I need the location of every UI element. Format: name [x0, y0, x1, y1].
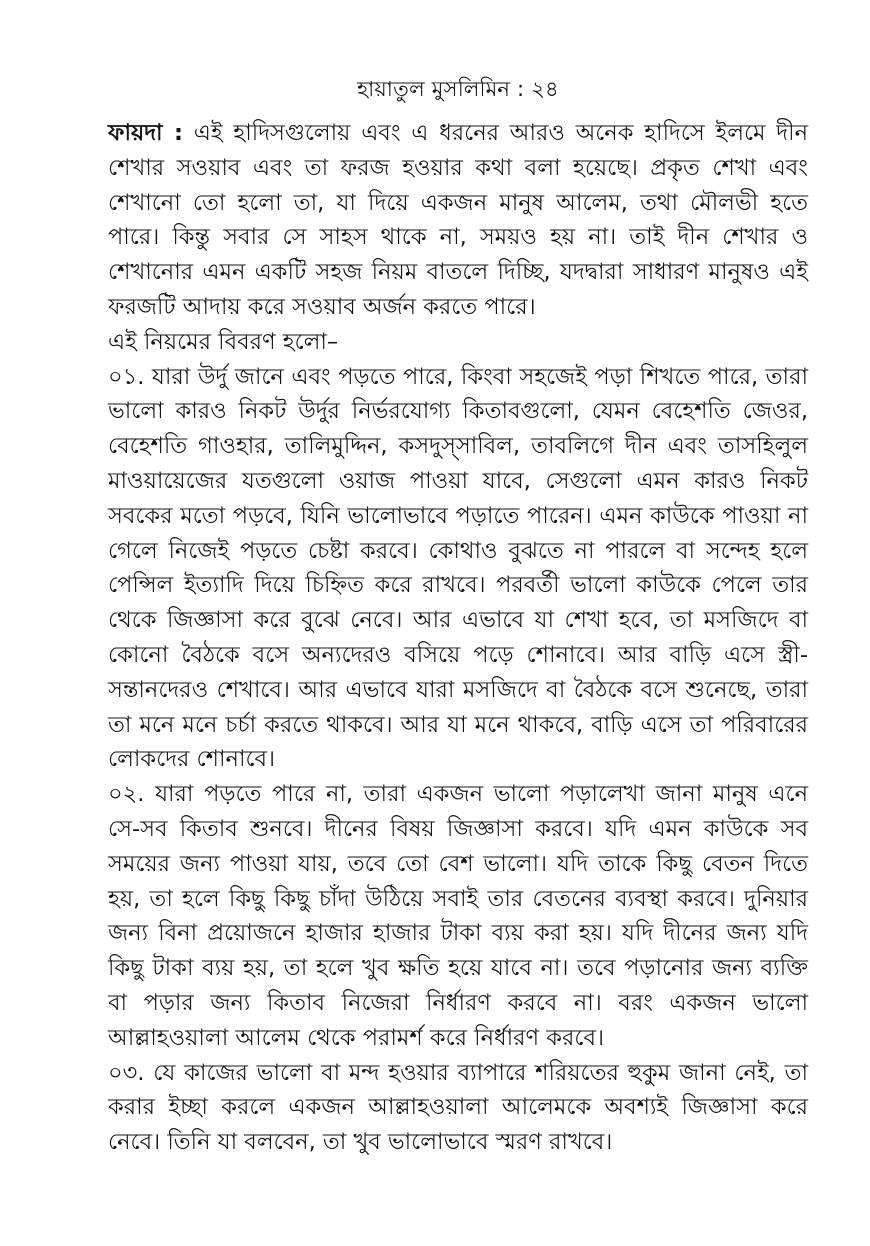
rule-item-2: ০২. যারা পড়তে পারে না, তারা একজন ভালো পড়ালেখা জানা মানুষ এনে সে-সব কিতাব শুনবে। দীনের বিষয় জিজ্ঞাসা করবে। যদি এমন কাউকে সব সময়ের জন্য পাওয়া যায়, তবে তো বেশ ভালো। যদি তাকে কিছু বেতন দিতে হয়, তা হলে কিছু কিছু চাঁদা উঠিয়ে সবাই তার বেতনের ব্যবস্থা করবে। দুনিয়ার জন্য বিনা প্রয়োজনে হাজার হাজার টাকা ব্যয় করা হয়। যদি দীনের জন্য যদি কিছু টাকা ব্যয় হয়, তা হলে খুব ক্ষতি হয়ে যাবে না। তবে পড়ানোর জন্য ব্যক্তি বা পড়ার জন্য কিতাব নিজেরা নির্ধারণ করবে না। বরং একজন ভালো আল্লাহওয়ালা আলেম থেকে পরামর্শ করে নির্ধারণ করবে। [108, 781, 808, 1051]
intro-paragraph [108, 116, 808, 325]
running-header: হায়াতুল মুসলিমিন : ২৪ [357, 77, 559, 101]
rules-intro: এই নিয়মের বিবরণ হলো– [108, 328, 339, 355]
intro-text: এই হাদিসগুলোয় এবং এ ধরনের আরও অনেক হাদিসে ইলমে দীন শেখার সওয়াব এবং তা ফরজ হওয়ার কথা বলা হয়েছে। প্রকৃত শেখা এবং শেখানো তো হলো তা, যা দিয়ে একজন মানুষ আলেম, তথা মৌলভী হতে পারে। কিন্তু সবার সে সাহস থাকে না, সময়ও হয় না। তাই দীন শেখার ও শেখানোর এমন একটি সহজ নিয়ম বাতলে দিচ্ছি, যদদ্বারা সাধারণ মানুষও এই ফরজটি আদায় করে সওয়াব অর্জন করতে পারে। [108, 120, 808, 320]
body-text [108, 116, 808, 1160]
rule-item-3: ০৩. যে কাজের ভালো বা মন্দ হওয়ার ব্যাপারে শরিয়তের হুকুম জানা নেই, তা করার ইচ্ছা করলে একজন আল্লাহওয়ালা আলেমকে অবশ্যই জিজ্ঞাসা করে নেবে। তিনি যা বলবেন, তা খুব ভালোভাবে স্মরণ রাখবে। [108, 1059, 808, 1156]
document-page [108, 72, 808, 1160]
rule-item-1: ০১. যারা উর্দু জানে এবং পড়তে পারে, কিংবা সহজেই পড়া শিখতে পারে, তারা ভালো কারও নিকট উর্দুর নির্ভরযোগ্য কিতাবগুলো, যেমন বেহেশতি জেওর, বেহেশতি গাওহার, তালিমুদ্দিন, কসদুস্সাবিল, তাবলিগে দীন এবং তাসহিলুল মাওয়ায়েজের যতগুলো ওয়াজ পাওয়া যাবে, সেগুলো এমন কারও নিকট সবকের মতো পড়বে, যিনি ভালোভাবে পড়াতে পারেন। এমন কাউকে পাওয়া না গেলে নিজেই পড়তে চেষ্টা করবে। কোথাও বুঝতে না পারলে বা সন্দেহ হলে পেন্সিল ইত্যাদি দিয়ে চিহ্নিত করে রাখবে। পরবর্তী ভালো কাউকে পেলে তার থেকে জিজ্ঞাসা করে বুঝে নেবে। আর এভাবে যা শেখা হবে, তা মসজিদে বা কোনো বৈঠকে বসে অন্যদেরও বসিয়ে পড়ে শোনাবে। আর বাড়ি এসে স্ত্রী-সন্তানদেরও শেখাবে। আর এভাবে যারা মসজিদে বা বৈঠকে বসে শুনেছে, তারা তা মনে মনে চর্চা করতে থাকবে। আর যা মনে থাকবে, বাড়ি এসে তা পরিবারের লোকদের শোনাবে। [108, 363, 808, 773]
fayda-label: ফায়দা : [108, 120, 184, 146]
